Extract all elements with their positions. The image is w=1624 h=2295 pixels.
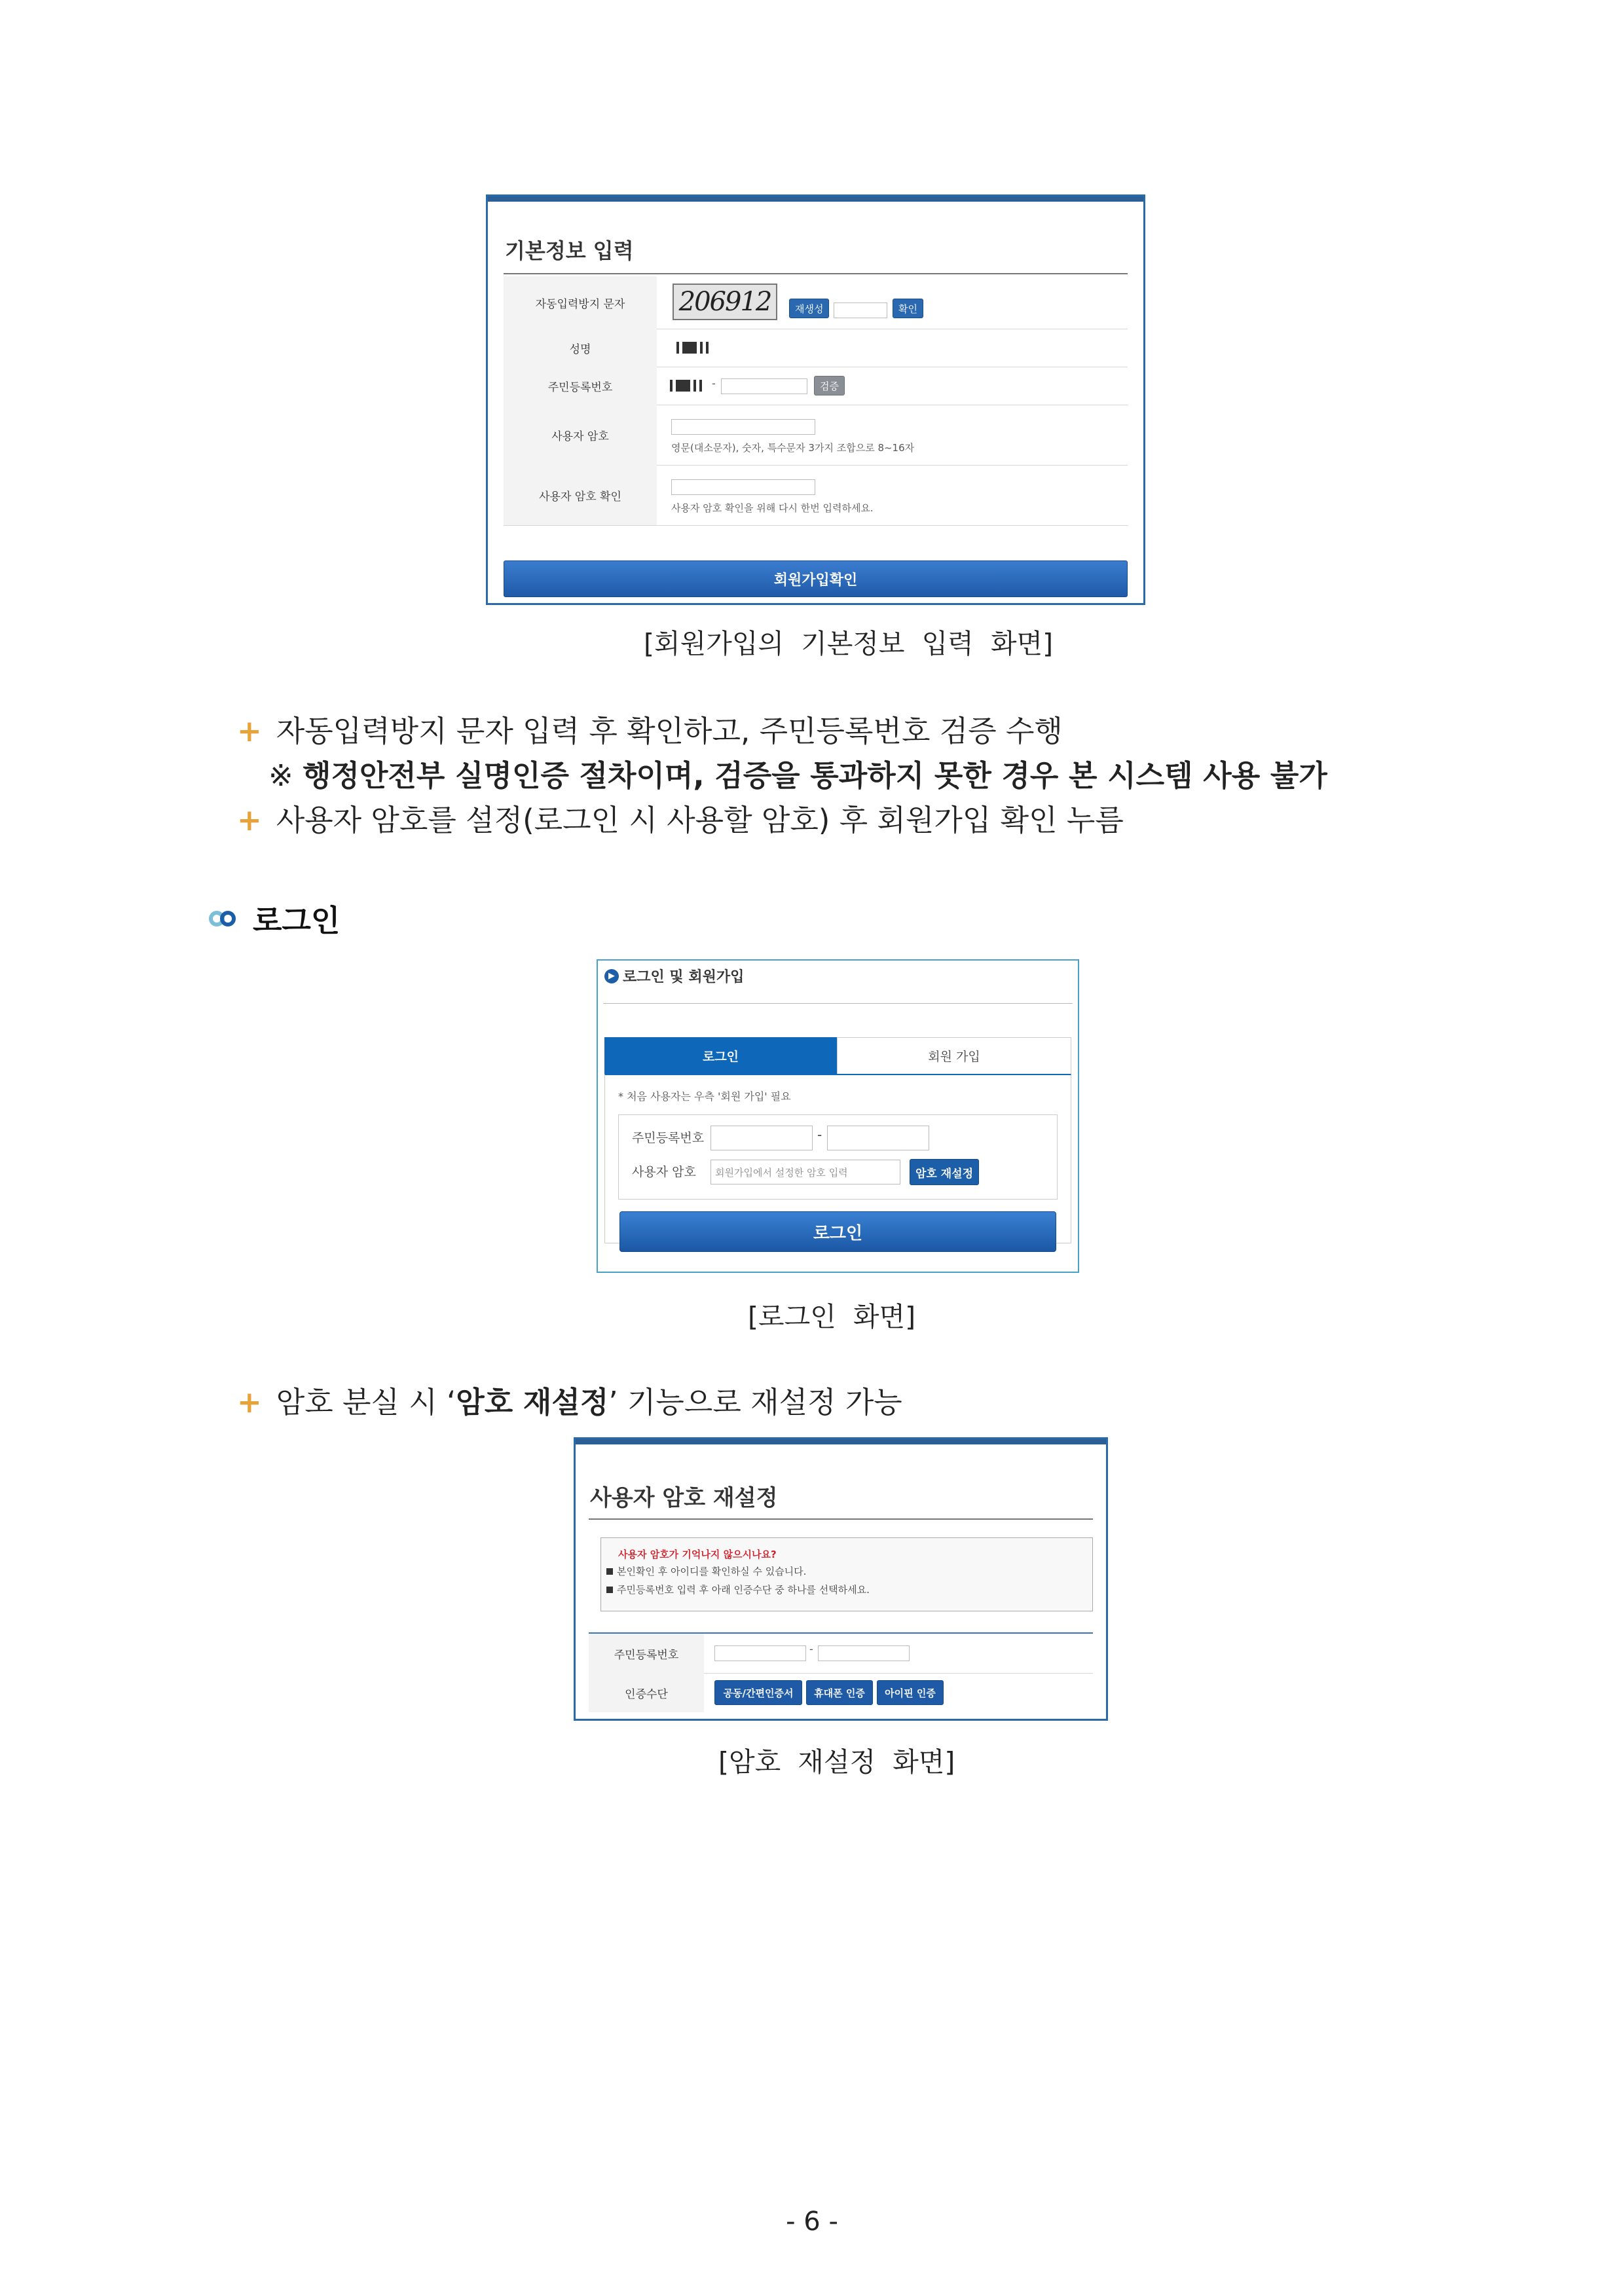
header-divider [603,1003,1073,1004]
password-confirm-row [504,465,1128,526]
reset-info-box [600,1537,1093,1611]
plus-icon: + [237,803,262,837]
title-divider [504,273,1128,274]
password-confirm-label: 사용자 암호 확인 [504,465,657,525]
caption-login: [로그인 화면] [748,1301,916,1332]
top-accent-line [488,196,1143,202]
login-button[interactable]: 로그인 [619,1211,1056,1252]
tab-signup[interactable]: 회원 가입 [837,1037,1071,1074]
password-label: 사용자 암호 [632,1165,696,1179]
ipin-auth-button[interactable]: 아이핀 인증 [877,1680,944,1705]
bullet-password-reset: + 암호 분실 시 ‘암호 재설정’ 기능으로 재설정 가능 [237,1385,902,1420]
signup-panel-title: 기본정보 입력 [505,238,634,263]
password-hint: 영문(대소문자), 숫자, 특수문자 3가지 조합으로 8~16자 [671,442,915,454]
captcha-input[interactable] [834,303,887,318]
captcha-label: 자동입력방지 문자 [504,276,657,329]
rrn-dash: - [809,1643,813,1655]
rrn-label: 주민등록번호 [504,367,657,405]
section-heading-login [208,897,340,940]
title-divider [589,1518,1093,1520]
captcha-regenerate-button[interactable]: 재생성 [789,299,829,318]
info-title: 사용자 암호가 기억나지 않으시나요? [618,1549,777,1560]
plus-icon: + [237,714,262,748]
rrn-back-input[interactable] [721,378,807,394]
square-bullet-icon [606,1587,613,1593]
method-label: 인증수단 [589,1673,704,1712]
rrn-dash: - [817,1127,822,1143]
rrn-label: 주민등록번호 [632,1131,705,1145]
rrn-back-input[interactable] [818,1645,910,1661]
reset-panel-title: 사용자 암호 재설정 [590,1485,778,1511]
rrn-front-input[interactable] [710,1126,813,1150]
password-label: 사용자 암호 [504,405,657,465]
info-line-2: 주민등록번호 입력 후 아래 인증수단 중 하나를 선택하세요. [606,1583,870,1596]
name-label: 성명 [504,329,657,367]
masked-rrn-front [670,380,702,392]
tab-login[interactable]: 로그인 [604,1037,837,1074]
caption-reset: [암호 재설정 화면] [718,1746,955,1778]
reset-method-row [589,1673,1093,1712]
square-bullet-icon [606,1568,613,1575]
cert-auth-button[interactable]: 공동/간편인증서 [714,1680,802,1705]
captcha-confirm-button[interactable]: 확인 [893,299,923,318]
login-screenshot [597,959,1079,1273]
login-header-title: 로그인 및 회원가입 [623,969,745,985]
section-title: 로그인 [253,903,341,938]
login-header [604,966,744,986]
captcha-image: 206912 [673,284,777,320]
rrn-dash: - [712,377,716,390]
page-number: - 6 - [786,2207,838,2237]
signup-basic-info-screenshot [486,194,1145,605]
password-placeholder: 회원가입에서 설정한 암호 입력 [715,1166,848,1179]
password-row [504,405,1128,466]
password-reset-screenshot [574,1437,1108,1721]
info-line-1: 본인확인 후 아이디를 확인하실 수 있습니다. [606,1564,806,1578]
phone-auth-button[interactable]: 휴대폰 인증 [806,1680,873,1705]
note-real-name-auth: ※ 행정안전부 실명인증 절차이며, 검증을 통과하지 못한 경우 본 시스템 사용 불가 [268,758,1327,793]
password-confirm-hint: 사용자 암호 확인을 위해 다시 한번 입력하세요. [671,502,874,514]
top-accent-line [576,1439,1106,1444]
login-form [618,1114,1058,1200]
password-input[interactable] [671,419,815,435]
masked-name-value [676,342,709,354]
bullet-password-step: + 사용자 암호를 설정(로그인 시 사용할 암호) 후 회원가입 확인 누름 [237,803,1124,837]
login-panel [604,1074,1071,1243]
captcha-row [504,276,1128,329]
name-row [504,329,1128,367]
password-input[interactable] [710,1160,900,1184]
first-user-note: * 처음 사용자는 우측 '회원 가입' 필요 [618,1090,791,1103]
password-confirm-input[interactable] [671,479,815,495]
double-ring-icon [208,910,237,927]
caption-signup: [회원가입의 기본정보 입력 화면] [644,628,1054,659]
rrn-label: 주민등록번호 [589,1634,704,1673]
rrn-front-input[interactable] [714,1645,806,1661]
arrow-circle-icon: ▶ [604,969,619,983]
rrn-back-input[interactable] [827,1126,929,1150]
password-reset-button[interactable]: 암호 재설정 [910,1159,979,1185]
reset-rrn-row [589,1634,1093,1674]
plus-icon: + [237,1385,262,1420]
signup-confirm-button[interactable]: 회원가입확인 [504,560,1128,597]
rrn-row [504,367,1128,405]
bullet-captcha-step: + 자동입력방지 문자 입력 후 확인하고, 주민등록번호 검증 수행 [237,714,1063,748]
rrn-verify-button[interactable]: 검증 [814,376,845,395]
